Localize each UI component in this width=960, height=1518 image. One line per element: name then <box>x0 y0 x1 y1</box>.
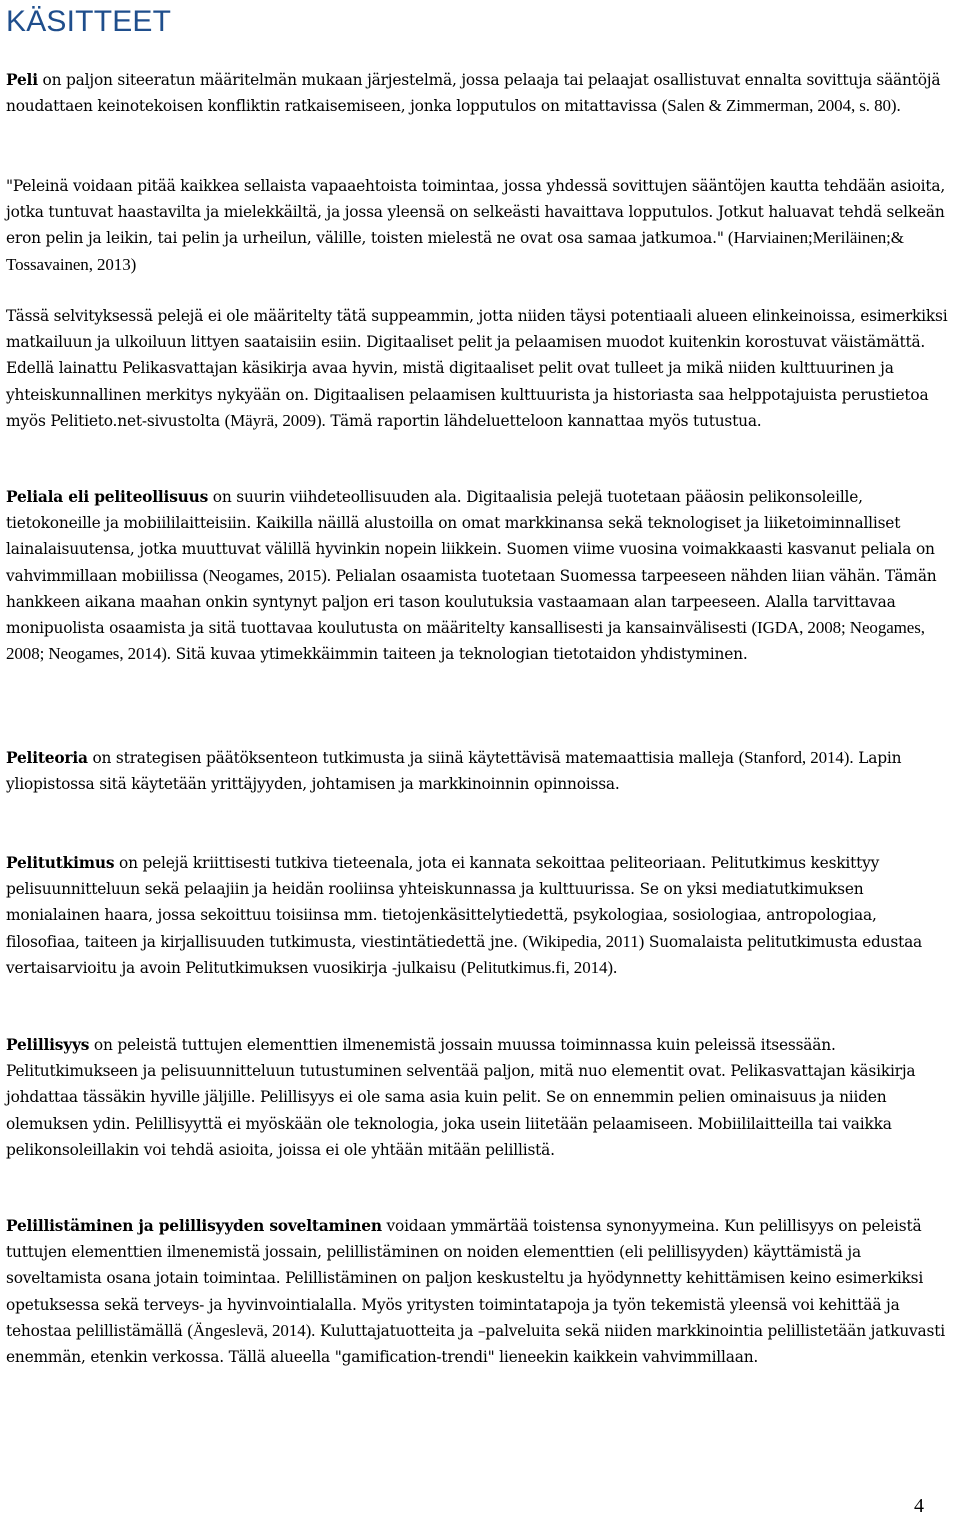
citation: (Ängeslevä, 2014). <box>187 1320 316 1340</box>
citation: (Wikipedia, 2011) <box>522 931 645 951</box>
citation: (Pelitutkimus.fi, 2014). <box>460 957 618 977</box>
citation: (Stanford, 2014). <box>738 748 854 767</box>
paragraph-quote <box>6 173 951 278</box>
term-pelillistaminen: Pelillistäminen ja pelillisyyden soveltaminen <box>6 1217 382 1235</box>
citation: (IGDA, 2008; Neogames, 2008; Neogames, 2014). <box>6 618 925 664</box>
paragraph-peli: Peli on paljon siteeratun määritelmän mukaan järjestelmä, jossa pelaaja tai pelaajat osallistuvat ennalta sovittuja sääntöjä noudattaen keinotekoisen konfliktin ratkaisemiseen, jonka lopputulos on mitattavissa (Salen & Zimmerman, 2004, s. 80). <box>6 71 941 116</box>
citation: (Neogames, 2015). <box>202 565 331 585</box>
page-title: KÄSITTEET <box>6 5 172 38</box>
citation: (Salen & Zimmerman, 2004, s. 80). <box>661 96 901 116</box>
paragraph-pelillistaminen: Pelillistäminen ja pelillisyyden soveltaminen voidaan ymmärtää toistensa synonyymeina. Kun pelillisyys on peleistä tuttujen elementtien ilmenemistä jossain, pelillistäminen on noiden elementtien (eli pelillisyyden) käyttämistä ja soveltamista osana jotain toimintaa. Pelillistäminen on paljon keskusteltu ja hyödynnetty kehittämisen keino esimerkiksi opetuksessa sekä terveys- ja hyvinvointialalla. Myös yritysten toimintatapoja ja työn tekemistä yleensä voi kehittää ja tehostaa pelillistämällä (Ängeslevä, 2014). Kuluttajatuotteita ja –palveluita sekä niiden markkinointia pelillistetään jatkuvasti enemmän, etenkin verkossa. Tällä alueella "gamification-trendi" lieneekin kaikkein vahvimmillaan. <box>6 1217 945 1367</box>
term-peliala: Peliala eli peliteollisuus <box>6 488 209 506</box>
citation: (Harviainen;Meriläinen;& Tossavainen, 2013) <box>6 228 904 274</box>
page-number: 4 <box>914 1495 924 1517</box>
paragraph-pelitutkimus: Pelitutkimus on pelejä kriittisesti tutkiva tieteenala, jota ei kannata sekoittaa peliteoriaan. Pelitutkimus keskittyy pelisuunnitteluun sekä pelaajiin ja heidän rooliinsa yhteiskunnassa ja kulttuurissa. Se on yksi mediatutkimuksen monialainen haara, jossa sekoittuu toisiinsa mm. tietojenkäsittelytiedettä, psykologiaa, sosiologiaa, antropologiaa, filosofiaa, taiteen ja kirjallisuuden tutkimusta, viestintätiedettä jne. (Wikipedia, 2011) Suomalaista pelitutkimusta edustaa vertaisarvioitu ja avoin Pelitutkimuksen vuosikirja -julkaisu (Pelitutkimus.fi, 2014). <box>6 854 923 977</box>
paragraph-selvitys: Tässä selvityksessä pelejä ei ole määritelty tätä suppeammin, jotta niiden täysi potentiaali alueen elinkeinoissa, esimerkiksi matkailuun ja ulkoiluun littyen saataisiin esiin. Digitaaliset pelit ja pelaamisen muodot kuitenkin korostuvat väistämättä. Edellä lainattu Pelikasvattajan käsikirja avaa hyvin, mistä digitaaliset pelit ovat tulleet ja mikä niiden kulttuurinen ja yhteiskunnallinen merkitys nykyään on. Digitaalisen pelaamisen kulttuurista ja historiasta saa helppotajuista perustietoa myös Pelitieto.net-sivustolta (Mäyrä, 2009). Tämä raportin lähdeluetteloon kannattaa myös tutustua. <box>6 307 948 430</box>
quote-text: "Peleinä voidaan pitää kaikkea sellaista vapaaehtoista toimintaa, jossa yhdessä sovittujen sääntöjen kautta tehdään asioita, jotka tuntuvat haastavilta ja mielekkäiltä, ja jossa yleensä on selkeästi havaittava lopputulos. Jotkut haluavat tehdä selkeän eron pelin ja leikin, tai pelin ja urheilun, välille, toisten mielestä ne ovat osa samaa jatkumoa." <box>6 177 946 248</box>
paragraph-peliala: Peliala eli peliteollisuus on suurin viihdeteollisuuden ala. Digitaalisia pelejä tuotetaan pääosin pelikonsoleille, tietokoneille ja mobiililaitteisiin. Kaikilla näillä alustoilla on omat markkinansa sekä teknologiset ja liiketoiminnalliset lainalaisuutensa, jotka muuttuvat välillä hyvinkin nopein liikkein. Suomen viime vuosina voimakkaasti kasvanut peliala on vahvimmillaan mobiilissa (Neogames, 2015). Pelialan osaamista tuotetaan Suomessa tarpeeseen nähden liian vähän. Tämän hankkeen aikana maahan onkin syntynyt paljon eri tason koulutuksia vastaamaan alan tarpeeseen. Alalla tarvittavaa monipuolista osaamista ja sitä tuottavaa koulutusta on määritelty kansallisesti ja kansainvälisesti (IGDA, 2008; Neogames, 2008; Neogames, 2014). Sitä kuvaa ytimekkäimmin taiteen ja teknologian tietotaidon yhdistyminen. <box>6 488 937 664</box>
term-pelillisyys: Pelillisyys <box>6 1036 90 1054</box>
term-peli: Peli <box>6 71 38 89</box>
paragraph-peliteoria: Peliteoria on strategisen päätöksenteon tutkimusta ja siinä käytettävisä matemaattisia malleja (Stanford, 2014). Lapin yliopistossa sitä käytetään yrittäjyyden, johtamisen ja markkinoinnin opinnoissa. <box>6 748 902 794</box>
term-peliteoria: Peliteoria <box>6 749 88 767</box>
term-pelitutkimus: Pelitutkimus <box>6 854 115 872</box>
paragraph-pelillisyys: Pelillisyys on peleistä tuttujen elementtien ilmenemistä jossain muussa toiminnassa kuin peleissä itsessään. Pelitutkimukseen ja pelisuunnitteluun tutustuminen selventää paljon, mitä nuo elementit ovat. Pelikasvattajan käsikirja johdattaa tässäkin hyville jäljille. Pelillisyys ei ole sama asia kuin pelit. Se on ennemmin pelien ominaisuus ja niiden olemuksen ydin. Pelillisyyttä ei myöskään ole teknologia, joka usein liitetään pelaamiseen. Mobiililaitteilla tai vaikka pelikonsoleillakin voi tehdä asioita, joissa ei ole yhtään mitään pelillistä. <box>6 1036 916 1159</box>
citation: (Mäyrä, 2009). <box>224 410 326 430</box>
